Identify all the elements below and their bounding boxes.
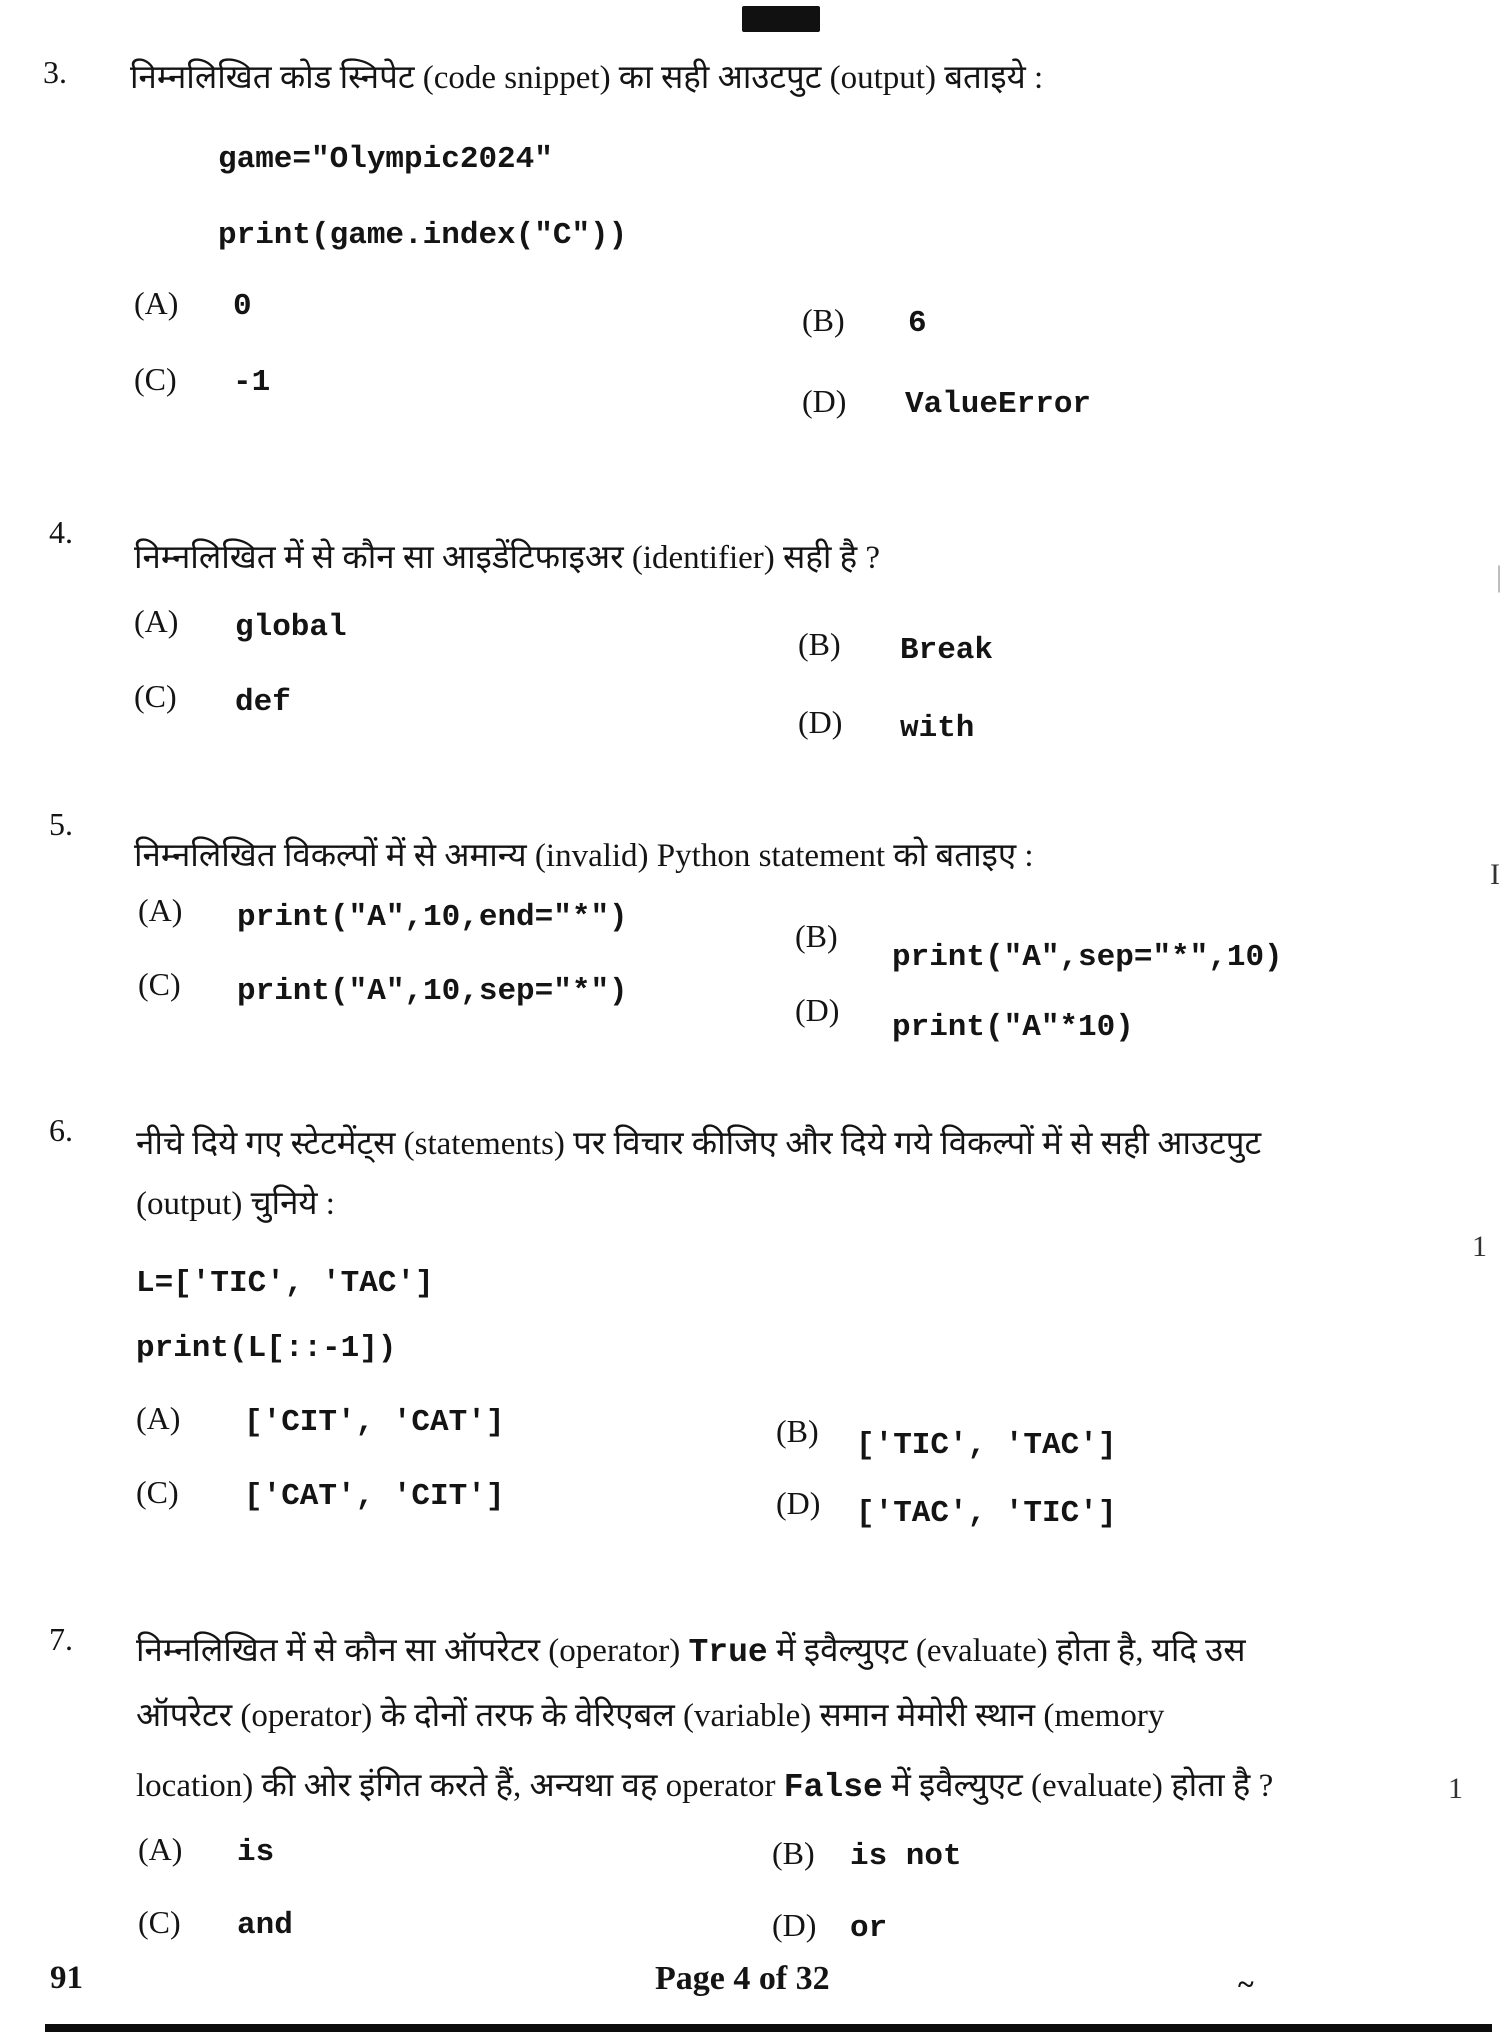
option-c[interactable]: -1 bbox=[233, 365, 271, 400]
option-c[interactable]: def bbox=[235, 685, 291, 720]
question-text: (output) चुनिये : bbox=[136, 1186, 335, 1222]
question-text bbox=[136, 1766, 1273, 1808]
option-label: (D) bbox=[772, 1907, 817, 1943]
question-number: 5. bbox=[49, 806, 73, 842]
option-c[interactable]: ['CAT', 'CIT'] bbox=[244, 1479, 505, 1514]
option-a[interactable]: ['CIT', 'CAT'] bbox=[244, 1405, 505, 1440]
option-d[interactable]: print("A"*10) bbox=[892, 1010, 1134, 1045]
text-part: location) की ओर इंगित करते हैं, अन्यथा वह operator bbox=[136, 1768, 784, 1804]
option-b[interactable]: is not bbox=[850, 1839, 962, 1874]
marks: 1 bbox=[1472, 1230, 1487, 1263]
inline-code: False bbox=[783, 1769, 883, 1806]
option-label: (A) bbox=[138, 892, 183, 928]
option-label: (B) bbox=[798, 626, 841, 662]
question-text: निम्नलिखित विकल्पों में से अमान्य (invalid) Python statement को बताइए : bbox=[134, 838, 1034, 874]
option-label: (C) bbox=[136, 1474, 179, 1510]
option-label: (D) bbox=[795, 992, 840, 1028]
footer-mark: ~ bbox=[1238, 1968, 1254, 2001]
text-part: निम्नलिखित में से कौन सा ऑपरेटर (operator) bbox=[136, 1633, 689, 1669]
option-c[interactable]: and bbox=[237, 1908, 293, 1943]
question-text: निम्नलिखित कोड स्निपेट (code snippet) का सही आउटपुट (output) बताइये : bbox=[130, 60, 1044, 96]
logo-stamp bbox=[742, 6, 820, 32]
option-label: (B) bbox=[776, 1413, 819, 1449]
paper-code: 91 bbox=[50, 1960, 83, 1996]
code-line: L=['TIC', 'TAC'] bbox=[136, 1266, 434, 1301]
page-number: Page 4 of 32 bbox=[655, 1960, 830, 1997]
code-line: print(L[::-1]) bbox=[136, 1331, 397, 1366]
option-label: (C) bbox=[138, 1904, 181, 1940]
option-a[interactable]: is bbox=[237, 1835, 275, 1870]
option-c[interactable]: print("A",10,sep="*") bbox=[237, 974, 628, 1009]
option-a[interactable]: 0 bbox=[233, 289, 252, 324]
option-label: (A) bbox=[138, 1831, 183, 1867]
marks: 1 bbox=[1448, 1772, 1463, 1805]
question-number: 6. bbox=[49, 1112, 73, 1148]
option-b[interactable]: print("A",sep="*",10) bbox=[892, 940, 1283, 975]
option-label: (C) bbox=[134, 678, 177, 714]
marks: I bbox=[1490, 858, 1500, 891]
bottom-rule bbox=[45, 2024, 1492, 2032]
option-label: (A) bbox=[134, 603, 179, 639]
option-label: (D) bbox=[776, 1485, 821, 1521]
question-number: 7. bbox=[49, 1621, 73, 1657]
option-d[interactable]: or bbox=[850, 1911, 888, 1946]
option-label: (D) bbox=[802, 383, 847, 419]
code-line: print(game.index("C")) bbox=[218, 218, 628, 253]
inline-code: True bbox=[688, 1634, 768, 1671]
text-part: में इवैल्युएट (evaluate) होता है ? bbox=[882, 1768, 1274, 1804]
question-text bbox=[136, 1631, 1246, 1673]
question-number: 3. bbox=[43, 54, 67, 90]
option-label: (B) bbox=[772, 1835, 815, 1871]
option-a[interactable]: global bbox=[235, 610, 347, 645]
question-number: 4. bbox=[49, 514, 73, 550]
code-line: game="Olympic2024" bbox=[218, 142, 553, 177]
option-b[interactable]: ['TIC', 'TAC'] bbox=[856, 1428, 1117, 1463]
option-label: (D) bbox=[798, 704, 843, 740]
option-b[interactable]: 6 bbox=[908, 306, 927, 341]
option-label: (A) bbox=[134, 285, 179, 321]
option-a[interactable]: print("A",10,end="*") bbox=[237, 900, 628, 935]
option-label: (C) bbox=[134, 361, 177, 397]
option-d[interactable]: ['TAC', 'TIC'] bbox=[856, 1496, 1117, 1531]
marks: | bbox=[1496, 560, 1503, 593]
question-text: ऑपरेटर (operator) के दोनों तरफ के वेरिएबल (variable) समान मेमोरी स्थान (memory bbox=[136, 1698, 1165, 1734]
question-text: निम्नलिखित में से कौन सा आइडेंटिफाइअर (identifier) सही है ? bbox=[134, 540, 881, 576]
question-text: नीचे दिये गए स्टेटमेंट्स (statements) पर विचार कीजिए और दिये गये विकल्पों में से सही आउटपुट bbox=[136, 1126, 1262, 1162]
option-label: (A) bbox=[136, 1400, 181, 1436]
text-part: में इवैल्युएट (evaluate) होता है, यदि उस bbox=[767, 1633, 1246, 1669]
option-b[interactable]: Break bbox=[900, 633, 994, 668]
option-d[interactable]: with bbox=[900, 711, 975, 746]
option-label: (C) bbox=[138, 966, 181, 1002]
option-d[interactable]: ValueError bbox=[905, 387, 1092, 422]
option-label: (B) bbox=[802, 302, 845, 338]
option-label: (B) bbox=[795, 918, 838, 954]
